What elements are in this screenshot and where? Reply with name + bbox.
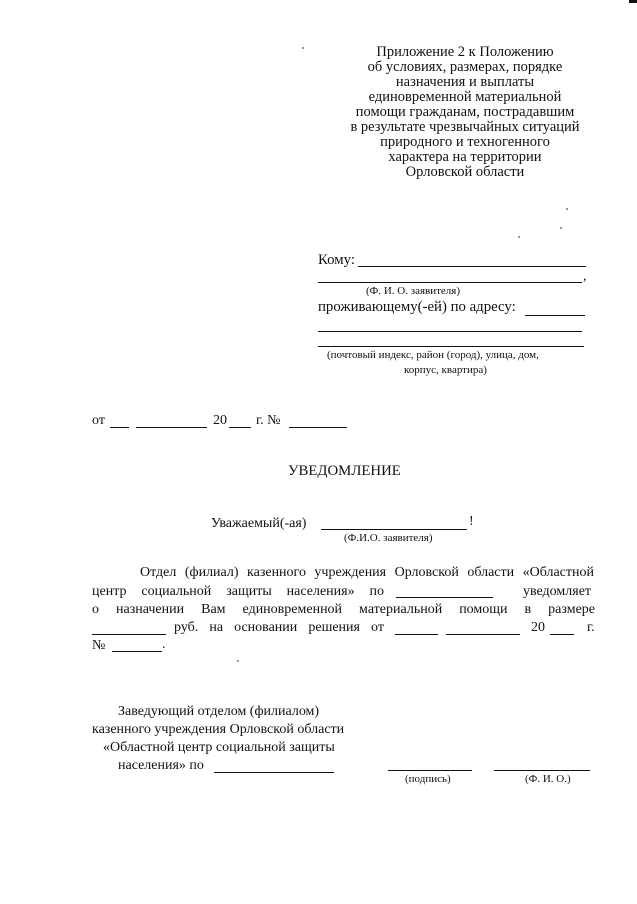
addressee-name-line-2[interactable]	[318, 282, 582, 283]
signature-line-2: казенного учреждения Орловской области	[92, 722, 345, 737]
year-field[interactable]	[229, 427, 251, 428]
decision-number-label: №	[92, 638, 106, 653]
addressee-comma: ,	[583, 269, 587, 284]
body-end-dot: .	[162, 637, 166, 652]
signature-field[interactable]	[388, 770, 472, 771]
address-label: проживающему(-ей) по адресу:	[318, 299, 516, 315]
header-line: назначения и выплаты	[395, 74, 535, 90]
header-line: Орловской области	[405, 164, 525, 180]
page-title: УВЕДОМЛЕНИЕ	[288, 463, 401, 479]
signature-caption: (подпись)	[405, 773, 451, 785]
greeting-text: Уважаемый(-ая)	[211, 516, 307, 531]
number-label: г. №	[256, 413, 281, 428]
office-field[interactable]	[396, 597, 493, 598]
day-field[interactable]	[110, 427, 129, 428]
header-line: характера на территории	[388, 149, 542, 165]
scan-corner-mark	[629, 0, 637, 3]
header-line: помощи гражданам, пострадавшим	[355, 104, 575, 120]
decision-year-field[interactable]	[550, 634, 574, 635]
header-line: об условиях, размерах, порядке	[367, 59, 563, 75]
appendix-header	[330, 45, 600, 180]
signature-line-3: «Областной центр социальной защиты	[103, 740, 335, 755]
scan-speck	[518, 236, 520, 238]
addressee-name-line[interactable]	[358, 266, 586, 267]
signatory-name-field[interactable]	[494, 770, 590, 771]
scan-speck	[237, 660, 239, 662]
address-caption: корпус, квартира)	[404, 364, 487, 376]
body-line-3: о назначении Вам единовременной материальной помощи в размере	[92, 602, 595, 617]
address-line-3[interactable]	[318, 346, 584, 347]
to-label: Кому:	[318, 252, 355, 268]
address-caption: (почтовый индекс, район (город), улица, дом,	[327, 349, 539, 361]
body-line-1: Отдел (филиал) казенного учреждения Орловской области «Областной	[140, 565, 594, 580]
scan-speck	[302, 47, 304, 49]
header-line: единовременной материальной	[368, 89, 562, 105]
signature-line-1: Заведующий отделом (филиалом)	[118, 704, 320, 719]
decision-day-field[interactable]	[395, 634, 438, 635]
decision-year-suffix: г.	[587, 620, 595, 635]
decision-month-field[interactable]	[446, 634, 520, 635]
scan-speck	[560, 227, 562, 229]
body-line-2-text: центр социальной защиты населения» по	[92, 584, 384, 599]
signatory-office-field[interactable]	[214, 772, 334, 773]
greeting-exclamation: !	[469, 514, 474, 529]
name-caption: (Ф. И. О. заявителя)	[366, 285, 461, 297]
address-line-1[interactable]	[525, 315, 585, 316]
greeting-name-field[interactable]	[321, 529, 467, 530]
body-line-2-notify: уведомляет	[523, 584, 592, 599]
header-line: Приложение 2 к Положению	[376, 44, 554, 60]
signatory-name-caption: (Ф. И. О.)	[525, 773, 571, 785]
body-line-4-text: руб. на основании решения от	[174, 620, 384, 635]
number-field[interactable]	[289, 427, 347, 428]
header-line: природного и техногенного	[380, 134, 550, 150]
address-line-2[interactable]	[318, 331, 582, 332]
greeting-caption: (Ф.И.О. заявителя)	[344, 532, 433, 544]
signature-line-4: населения» по	[118, 758, 204, 773]
header-line: в результате чрезвычайных ситуаций	[350, 119, 580, 135]
scan-speck	[566, 208, 568, 210]
month-field[interactable]	[136, 427, 207, 428]
year-prefix: 20	[213, 413, 227, 428]
decision-year-prefix: 20	[531, 620, 545, 635]
decision-number-field[interactable]	[112, 651, 162, 652]
from-label: от	[92, 413, 105, 428]
amount-field[interactable]	[92, 634, 166, 635]
